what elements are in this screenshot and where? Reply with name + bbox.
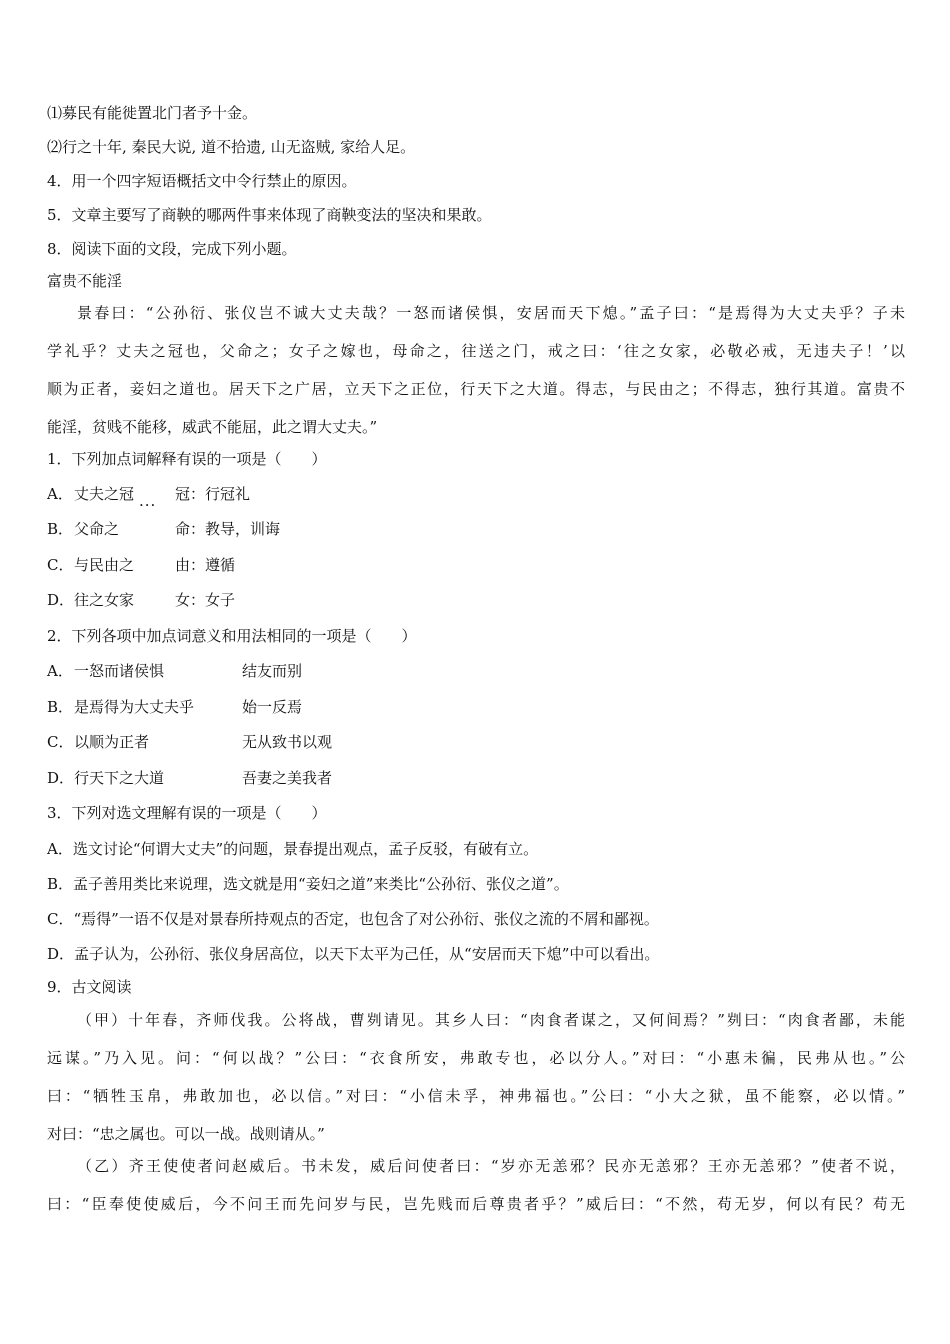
- jia-line: （甲）十年春，齐师伐我。公将战，曹刿请见。其乡人曰：“肉食者谋之，又何间焉？”刿曰：“肉食者鄙，未能: [77, 1011, 905, 1029]
- sentence-1: ⑴募民有能徙置北门者予十金。: [47, 104, 258, 122]
- sub2-option-b-letter: B．: [47, 698, 74, 716]
- sub2-option-c-right: 无从致书以观: [242, 733, 333, 751]
- sub2-option-a-letter: A．: [47, 662, 73, 680]
- sub1-option-a-letter: A．: [47, 485, 73, 503]
- sub2-option-b-left: 是焉得为大丈夫乎: [74, 698, 195, 716]
- sub1-option-b-letter: B．: [47, 520, 74, 538]
- sub1-option-d-gloss: 女：女子: [175, 591, 236, 609]
- sub1-option-c-gloss: 由：遵循: [175, 556, 236, 574]
- passage-title: 富贵不能淫: [47, 272, 123, 290]
- jia-line: 曰：“牺牲玉帛，弗敢加也，必以信。”对曰：“小信未孚，神弗福也。”公曰：“小大之狱，虽不能察，必以情。”: [47, 1087, 905, 1105]
- passage-text: [47, 303, 905, 455]
- sub2-option-a-right: 结友而别: [242, 662, 303, 680]
- sub3-option-a: A．选文讨论“何谓大丈夫”的问题，景春提出观点，孟子反驳，有破有立。: [47, 840, 539, 858]
- yi-line: （乙）齐王使使者问赵威后。书未发，威后问使者曰：“岁亦无恙邪？民亦无恙邪？王亦无恙邪？”使者不说，: [77, 1157, 905, 1175]
- question-9-title: 9．古文阅读: [47, 978, 132, 996]
- sub1-option-a-gloss: 冠：行冠礼: [175, 485, 251, 503]
- passage-line: 学礼乎？丈夫之冠也，父命之；女子之嫁也，母命之，往送之门，戒之曰：‘往之女家，必敬必戒，无违夫子！’以: [47, 342, 905, 360]
- passage-line: 能淫，贫贱不能移，威武不能屈，此之谓大丈夫。”: [47, 418, 378, 436]
- sub2-option-a-left: 一怒而诸侯惧: [74, 662, 165, 680]
- sub1-option-a-phrase: 丈夫之冠: [74, 485, 135, 503]
- sub2-option-d-left: 行天下之大道: [74, 769, 165, 787]
- sub2-option-b-right: 始一反焉: [242, 698, 303, 716]
- passage-yi: [47, 1156, 905, 1232]
- sub2-option-c-letter: C．: [47, 733, 74, 751]
- sub1-option-b-phrase: 父命之: [74, 520, 120, 538]
- question-4: 4．用一个四字短语概括文中令行禁止的原因。: [47, 172, 357, 190]
- question-8-intro: 8．阅读下面的文段，完成下列小题。: [47, 240, 297, 258]
- sub3-stem: 3．下列对选文理解有误的一项是（ ）: [47, 804, 327, 822]
- passage-line: 景春曰：“公孙衍、张仪岂不诚大丈夫哉？一怒而诸侯惧，安居而天下熄。”孟子曰：“是焉得为大丈夫乎？子未: [77, 304, 905, 322]
- yi-line: 曰：“臣奉使使威后，今不问王而先问岁与民，岂先贱而后尊贵者乎？”威后曰：“不然，苟无岁，何以有民？苟无: [47, 1195, 905, 1213]
- sentence-2: ⑵行之十年, 秦民大说, 道不拾遗, 山无盗贼, 家给人足。: [47, 138, 416, 156]
- sub2-option-d-letter: D．: [47, 769, 75, 787]
- question-5: 5．文章主要写了商鞅的哪两件事来体现了商鞅变法的坚决和果敢。: [47, 206, 492, 224]
- sub1-option-d-phrase: 往之女家: [74, 591, 135, 609]
- sub1-stem: 1．下列加点词解释有误的一项是（ ）: [47, 450, 327, 468]
- sub2-stem: 2．下列各项中加点词意义和用法相同的一项是（ ）: [47, 627, 417, 645]
- sub3-option-d: D．孟子认为，公孙衍、张仪身居高位，以天下太平为己任，从“安居而天下熄”中可以看出。: [47, 945, 660, 963]
- sub2-option-c-left: 以顺为正者: [74, 733, 150, 751]
- sub1-option-d-letter: D．: [47, 591, 75, 609]
- sub2-option-d-right: 吾妻之美我者: [242, 769, 333, 787]
- jia-line: 对曰：“忠之属也。可以一战。战则请从。”: [47, 1125, 325, 1143]
- sub3-option-b: B．孟子善用类比来说理，选文就是用“妾妇之道”来类比“公孙衍、张仪之道”。: [47, 875, 569, 893]
- emphasis-dots: ...: [139, 492, 157, 510]
- jia-line: 远谋。”乃入见。问：“何以战？”公曰：“衣食所安，弗敢专也，必以分人。”对曰：“小惠未徧，民弗从也。”公: [47, 1049, 905, 1067]
- sub1-option-b-gloss: 命：教导，训诲: [175, 520, 281, 538]
- sub1-option-c-letter: C．: [47, 556, 74, 574]
- passage-jia: [47, 1010, 905, 1162]
- passage-line: 顺为正者，妾妇之道也。居天下之广居，立天下之正位，行天下之大道。得志，与民由之；不得志，独行其道。富贵不: [47, 380, 905, 398]
- sub3-option-c: C．“焉得”一语不仅是对景春所持观点的否定，也包含了对公孙衍、张仪之流的不屑和鄙视。: [47, 910, 659, 928]
- sub1-option-c-phrase: 与民由之: [74, 556, 135, 574]
